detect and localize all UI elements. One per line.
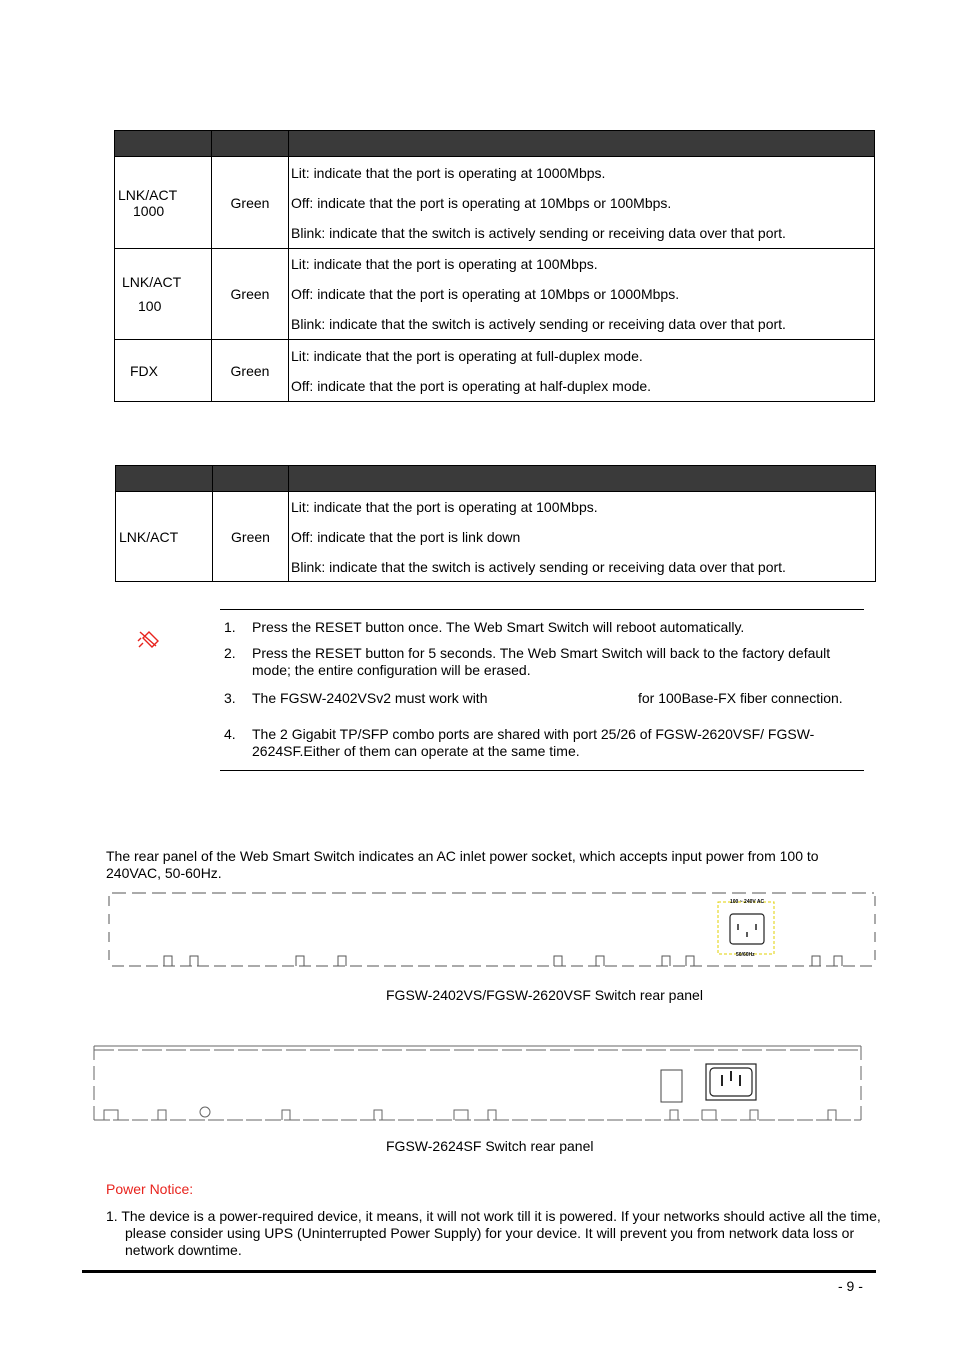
note-pencil-icon xyxy=(136,628,162,650)
footer-rule xyxy=(82,1270,876,1273)
rear-panel-intro: The rear panel of the Web Smart Switch indicates an AC inlet power socket, which accepts input power from 100 to 240VAC, 50-60Hz. xyxy=(106,848,819,881)
power-notice-item: 1. The device is a power-required device, it means, it will not work till it is powered. If your networks should active all the time, please consider using UPS (Uninterrupted Power Supply) for your device. It will prevent you from network data loss or network downtime. xyxy=(106,1208,881,1258)
led-color-cell: Green xyxy=(212,249,289,340)
panel-2-caption: FGSW-2624SF Switch rear panel xyxy=(386,1138,594,1154)
led-function-cell: Lit: indicate that the port is operating at full-duplex mode. Off: indicate that the port is operating at half-duplex mode. xyxy=(289,340,875,402)
led-color-cell: Green xyxy=(213,492,289,582)
table-row xyxy=(115,157,875,249)
note-item: 1. Press the RESET button once. The Web Smart Switch will reboot automatically. xyxy=(224,619,745,635)
note-item: 3. The FGSW-2402VSv2 must work with for 100Base-FX fiber connection. xyxy=(224,690,843,706)
note-item: 4. The 2 Gigabit TP/SFP combo ports are shared with port 25/26 of FGSW-2620VSF/ FGSW-2624SF.Either of them can operate at the same time. xyxy=(224,726,815,759)
frequency-label: 50/60Hz xyxy=(736,952,755,958)
table-row xyxy=(115,249,875,340)
led-color-cell: Green xyxy=(212,157,289,249)
rear-panel-image-2 xyxy=(92,1044,864,1124)
note-bottom-rule xyxy=(220,770,864,771)
led-function-cell: Lit: indicate that the port is operating at 100Mbps. Off: indicate that the port is link down Blink: indicate that the switch is actively sending or receiving data over that port. xyxy=(289,492,876,582)
led-name-cell: LNK/ACT 1000 xyxy=(115,157,212,249)
table-header-row xyxy=(116,466,876,492)
table-header-row xyxy=(115,131,875,157)
panel-1-caption: FGSW-2402VS/FGSW-2620VSF Switch rear panel xyxy=(386,987,703,1003)
led-function-cell: Lit: indicate that the port is operating at 100Mbps. Off: indicate that the port is operating at 10Mbps or 1000Mbps. Blink: indicate that the switch is actively sending or receiving data over that port. xyxy=(289,249,875,340)
led-name-cell: LNK/ACT xyxy=(116,492,213,582)
voltage-label: 100 ~ 240V AC xyxy=(730,899,765,905)
page-number: - 9 - xyxy=(838,1278,863,1294)
note-top-rule xyxy=(220,609,864,610)
note-item: 2. Press the RESET button for 5 seconds. The Web Smart Switch will back to the factory default mode; the entire configuration will be erased. xyxy=(224,645,831,678)
rear-panel-image-1 xyxy=(106,890,878,970)
table-row xyxy=(115,340,875,402)
led-color-cell: Green xyxy=(212,340,289,402)
power-notice-title: Power Notice: xyxy=(106,1181,194,1197)
led-function-cell: Lit: indicate that the port is operating at 1000Mbps. Off: indicate that the port is operating at 10Mbps or 100Mbps. Blink: indicate that the switch is actively sending or receiving data over that port. xyxy=(289,157,875,249)
led-table-gigabit xyxy=(114,130,875,402)
led-name-cell: FDX xyxy=(115,340,212,402)
led-table-fast-ethernet xyxy=(115,465,876,582)
table-row xyxy=(116,492,876,582)
led-name-cell: LNK/ACT 100 xyxy=(115,249,212,340)
